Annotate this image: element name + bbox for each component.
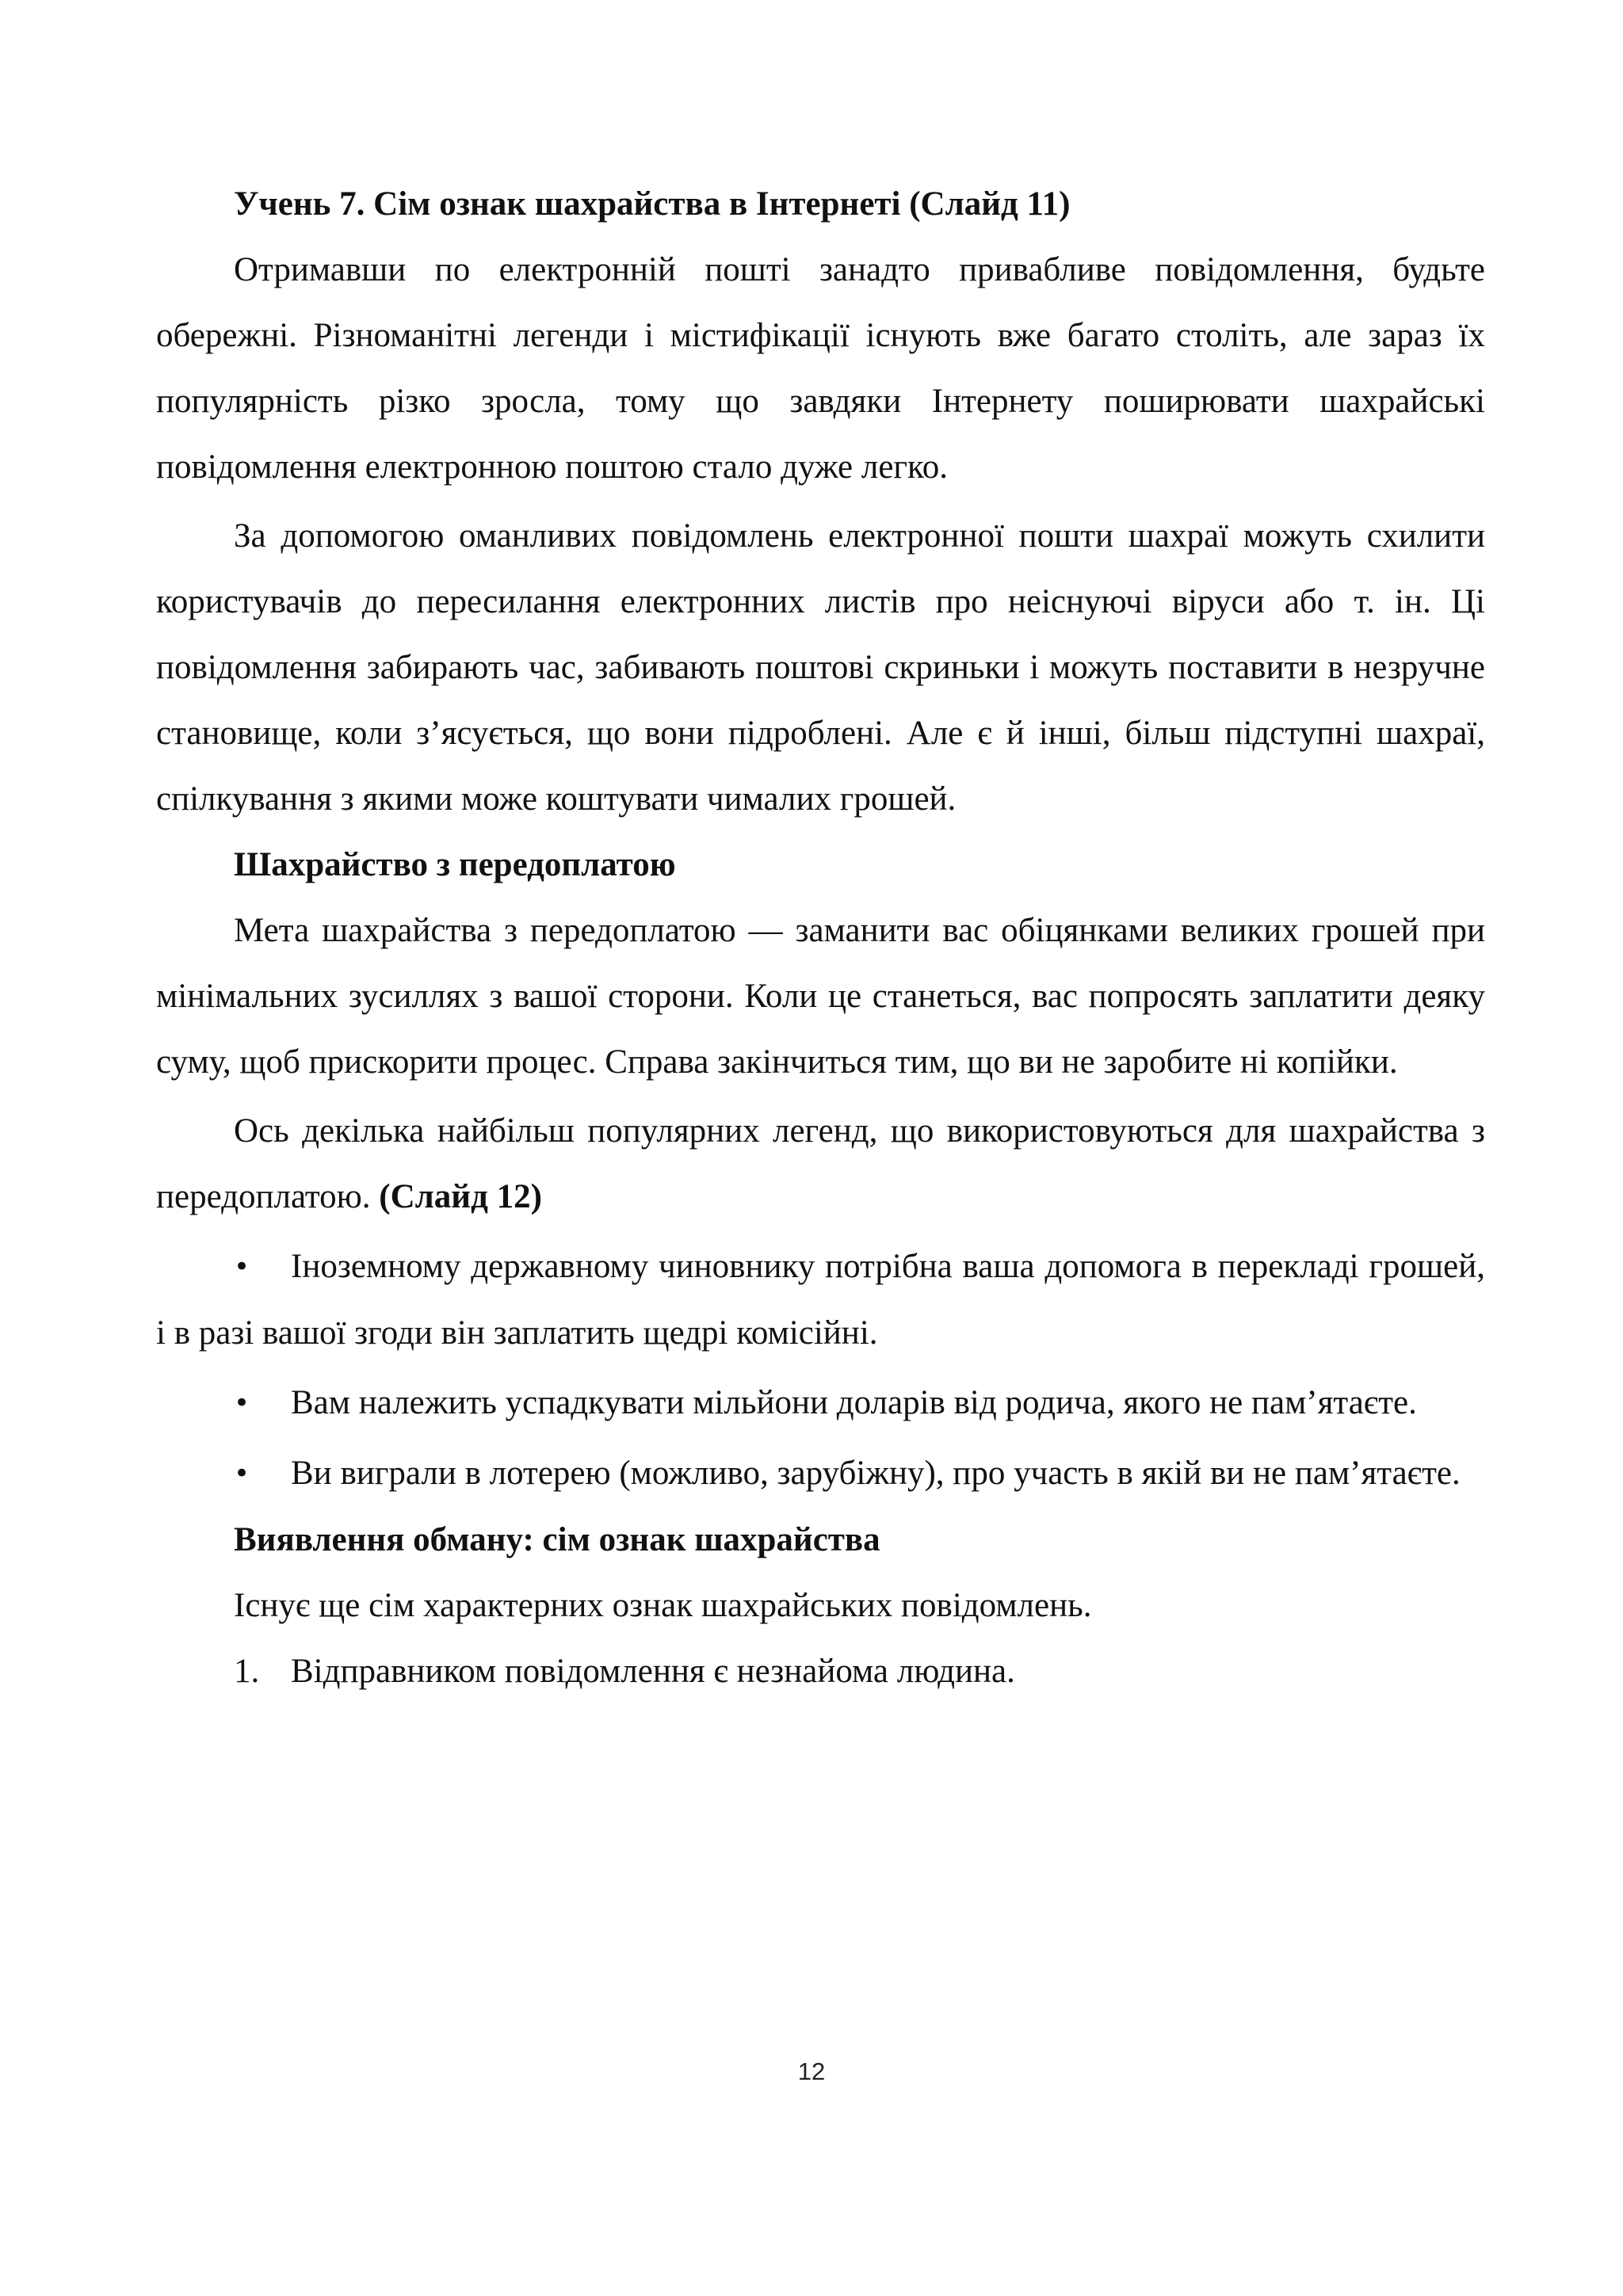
numbered-item <box>156 1638 1485 1704</box>
list-item-text: Ви виграли в лотерею (можливо, зарубіжну), про участь в якій ви не пам’ятаєте. <box>291 1455 1461 1492</box>
paragraph-detection-intro: Існує ще сім характерних ознак шахрайських повідомлень. <box>234 1587 1092 1624</box>
list-item-text: Вам належить успадкувати мільйони доларів від родича, якого не пам’ятаєте. <box>291 1384 1417 1421</box>
paragraph-popular-legends-text: Ось декілька найбільш популярних легенд, що використовуються для шахрайства з передоплатою. <box>156 1112 1485 1215</box>
paragraph-intro: Отримавши по електронній пошті занадто привабливе повідомлення, будьте обережні. Різноманітні легенди і містифікації існують вже багато століть, але зараз їх популярність різко зросла, тому що завдяки Інтернету поширювати шахрайські повідомлення електронною поштою стало дуже легко. <box>156 251 1485 486</box>
item-number: 1. <box>234 1653 260 1690</box>
bullet-icon: • <box>234 1251 250 1283</box>
heading-prepayment-fraud: Шахрайство з передоплатою <box>234 846 676 883</box>
paragraph-prepayment-goal: Мета шахрайства з передоплатою — заманити вас обіцянками великих грошей при мінімальних зусиллях з вашої сторони. Коли це станеться, вас попросять заплатити деяку суму, щоб прискорити процес. Справа закінчиться тим, що ви не заробите ні копійки. <box>156 912 1485 1081</box>
bullet-icon: • <box>234 1387 250 1419</box>
page-number: 12 <box>797 2058 826 2085</box>
heading-detection: Виявлення обману: сім ознак шахрайства <box>234 1521 880 1558</box>
section-title: Учень 7. Сім ознак шахрайства в Інтернеті (Слайд 11) <box>234 185 1071 223</box>
list-item <box>156 1234 1485 1366</box>
slide-reference: (Слайд 12) <box>379 1178 542 1215</box>
paragraph-deceptive-emails: За допомогою оманливих повідомлень електронної пошти шахраї можуть схилити користувачів до пересилання електронних листів про неіснуючі віруси або т. ін. Ці повідомлення забирають час, забивають поштові скриньки і можуть поставити в незручне становище, коли з’ясується, що вони підроблені. Але є й інші, більш підступні шахраї, спілкування з якими може коштувати чималих грошей. <box>156 517 1485 818</box>
bullet-icon: • <box>234 1458 250 1489</box>
page-content <box>156 171 1485 1704</box>
list-item <box>156 1370 1485 1436</box>
paragraph-popular-legends <box>156 1098 1485 1230</box>
item-text: Відправником повідомлення є незнайома людина. <box>291 1653 1015 1690</box>
list-item-text: Іноземному державному чиновнику потрібна ваша допомога в перекладі грошей, і в разі вашої згоди він заплатить щедрі комісійні. <box>156 1248 1485 1352</box>
list-item <box>156 1440 1485 1507</box>
